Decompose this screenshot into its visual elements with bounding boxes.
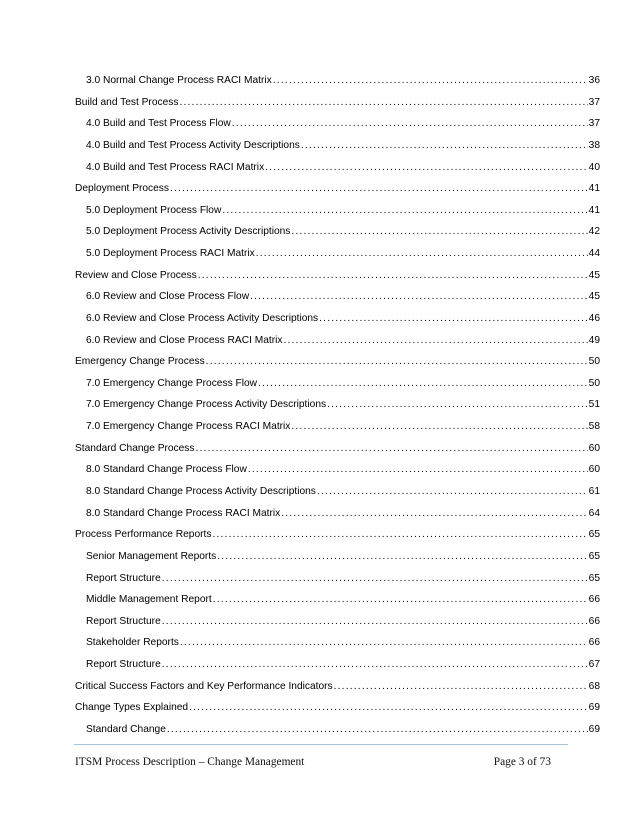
toc-dot-leader [170, 182, 588, 195]
toc-dot-leader [265, 161, 587, 174]
toc-entry-page-number: 37 [588, 96, 600, 108]
toc-dot-leader [281, 507, 587, 520]
toc-entry-title: Emergency Change Process [75, 356, 205, 368]
toc-entry-title: Stakeholder Reports [86, 637, 179, 649]
toc-entry[interactable] [75, 442, 600, 455]
toc-entry-page-number: 64 [588, 507, 600, 519]
toc-entry[interactable] [86, 225, 600, 238]
toc-dot-leader [167, 723, 588, 736]
toc-entry[interactable] [86, 312, 600, 325]
toc-entry-title: Standard Change Process [75, 442, 195, 454]
toc-entry-title: Standard Change [86, 723, 166, 735]
toc-entry-page-number: 65 [588, 572, 600, 584]
toc-entry[interactable] [75, 701, 600, 714]
toc-entry-title: 5.0 Deployment Process Activity Descriptions [86, 226, 291, 238]
toc-dot-leader [198, 269, 588, 282]
toc-entry-page-number: 40 [588, 161, 600, 173]
toc-dot-leader [301, 139, 588, 152]
toc-dot-leader [248, 463, 588, 476]
toc-entry-title: 8.0 Standard Change Process Flow [86, 464, 247, 476]
toc-dot-leader [319, 312, 588, 325]
toc-dot-leader [212, 528, 587, 541]
toc-dot-leader [213, 593, 588, 606]
toc-entry-page-number: 65 [588, 529, 600, 541]
toc-entry-title: 6.0 Review and Close Process RACI Matrix [86, 334, 283, 346]
toc-dot-leader [283, 334, 587, 347]
toc-entry[interactable] [86, 550, 600, 563]
toc-dot-leader [317, 485, 588, 498]
toc-entry[interactable] [86, 572, 600, 585]
toc-entry-page-number: 46 [588, 312, 600, 324]
toc-entry-title: 8.0 Standard Change Process RACI Matrix [86, 507, 281, 519]
toc-dot-leader [232, 117, 588, 130]
toc-dot-leader [189, 701, 588, 714]
toc-dot-leader [222, 204, 587, 217]
toc-entry-page-number: 66 [588, 615, 600, 627]
toc-entry-title: 8.0 Standard Change Process Activity Descriptions [86, 486, 316, 497]
toc-entry[interactable] [86, 507, 600, 520]
toc-entry-title: 6.0 Review and Close Process Flow [86, 291, 250, 303]
toc-entry-title: Middle Management Report [86, 594, 212, 606]
toc-entry-page-number: 69 [588, 723, 600, 735]
toc-entry[interactable] [86, 377, 600, 390]
toc-dot-leader [291, 225, 587, 238]
toc-entry[interactable] [86, 161, 600, 174]
toc-entry-title: 5.0 Deployment Process Flow [86, 204, 222, 216]
toc-entry[interactable] [75, 528, 600, 541]
toc-entry-title: Review and Close Process [75, 269, 197, 281]
toc-entry-title: Senior Management Reports [86, 550, 217, 562]
toc-entry-title: Change Types Explained [75, 702, 189, 714]
toc-dot-leader [162, 615, 588, 628]
toc-entry[interactable] [75, 269, 600, 282]
footer-document-title: ITSM Process Description – Change Management [75, 756, 305, 768]
toc-dot-leader [273, 74, 588, 87]
toc-entry[interactable] [86, 398, 600, 411]
toc-entry-title: Deployment Process [75, 183, 169, 195]
toc-entry-title: Report Structure [86, 572, 161, 584]
toc-entry-title: 7.0 Emergency Change Process Flow [86, 377, 258, 389]
toc-entry-page-number: 66 [588, 637, 600, 649]
toc-entry-page-number: 49 [588, 334, 600, 346]
toc-entry-page-number: 66 [588, 594, 600, 606]
toc-entry[interactable] [86, 204, 600, 217]
toc-entry-page-number: 50 [588, 356, 600, 368]
toc-entry[interactable] [86, 247, 600, 260]
toc-dot-leader [256, 247, 588, 260]
toc-entry-title: Report Structure [86, 615, 161, 627]
toc-entry-page-number: 41 [588, 204, 600, 216]
toc-entry[interactable] [86, 593, 600, 606]
toc-entry[interactable] [86, 615, 600, 628]
toc-entry-page-number: 51 [588, 399, 600, 411]
toc-entry[interactable] [75, 96, 600, 109]
toc-entry[interactable] [75, 355, 600, 368]
toc-entry-title: 4.0 Build and Test Process Flow [86, 118, 231, 130]
toc-entry[interactable] [75, 182, 600, 195]
toc-dot-leader [162, 658, 588, 671]
toc-entry-page-number: 58 [588, 421, 600, 433]
toc-dot-leader [334, 680, 588, 693]
toc-entry-title: Build and Test Process [75, 96, 179, 108]
toc-entry-title: 4.0 Build and Test Process RACI Matrix [86, 161, 265, 173]
toc-entry[interactable] [86, 420, 600, 433]
toc-entry-title: Critical Success Factors and Key Performance Indicators [75, 680, 333, 692]
toc-entry-page-number: 37 [588, 118, 600, 130]
toc-entry-page-number: 45 [588, 269, 600, 281]
toc-entry[interactable] [86, 658, 600, 671]
toc-entry[interactable] [86, 290, 600, 303]
toc-dot-leader [327, 398, 588, 411]
toc-entry-title: 7.0 Emergency Change Process Activity Descriptions [86, 399, 327, 411]
toc-dot-leader [250, 290, 588, 303]
toc-entry-page-number: 36 [588, 75, 600, 86]
toc-entry-title: 4.0 Build and Test Process Activity Descriptions [86, 139, 300, 151]
toc-entry-page-number: 69 [588, 702, 600, 714]
toc-dot-leader [206, 355, 588, 368]
toc-dot-leader [217, 550, 587, 563]
toc-entry[interactable] [86, 463, 600, 476]
toc-entry[interactable] [86, 334, 600, 347]
toc-entry-page-number: 60 [588, 464, 600, 476]
toc-entry[interactable] [86, 723, 600, 736]
toc-entry-page-number: 61 [588, 486, 600, 497]
toc-entry-page-number: 42 [588, 226, 600, 238]
toc-entry[interactable] [86, 139, 600, 152]
toc-entry-page-number: 45 [588, 291, 600, 303]
toc-entry-page-number: 44 [588, 248, 600, 259]
toc-entry[interactable] [86, 74, 600, 87]
toc-entry-title: Process Performance Reports [75, 529, 212, 541]
toc-entry[interactable] [75, 680, 600, 693]
toc-dot-leader [180, 636, 588, 649]
toc-entry-title: Report Structure [86, 659, 161, 670]
toc-entry-page-number: 68 [588, 680, 600, 692]
toc-dot-leader [291, 420, 587, 433]
toc-dot-leader [196, 442, 588, 455]
page-footer [75, 756, 551, 768]
toc-entry-title: 7.0 Emergency Change Process RACI Matrix [86, 421, 291, 433]
footer-page-number: Page 3 of 73 [493, 756, 551, 768]
toc-dot-leader [258, 377, 588, 390]
toc-entry-page-number: 67 [588, 659, 600, 670]
toc-entry-title: 6.0 Review and Close Process Activity Descriptions [86, 312, 319, 324]
footer-divider [74, 744, 568, 745]
toc-dot-leader [162, 572, 588, 585]
toc-dot-leader [179, 96, 587, 109]
toc-entry-title: 3.0 Normal Change Process RACI Matrix [86, 75, 272, 86]
toc-entry-page-number: 50 [588, 377, 600, 389]
toc-entry-page-number: 65 [588, 550, 600, 562]
toc-entry[interactable] [86, 636, 600, 649]
toc-entry-page-number: 60 [588, 442, 600, 454]
toc-entry[interactable] [86, 485, 600, 498]
toc-entry-title: 5.0 Deployment Process RACI Matrix [86, 248, 255, 259]
toc-entry-page-number: 38 [588, 139, 600, 151]
toc-entry-page-number: 41 [588, 183, 600, 195]
toc-entry[interactable] [86, 117, 600, 130]
